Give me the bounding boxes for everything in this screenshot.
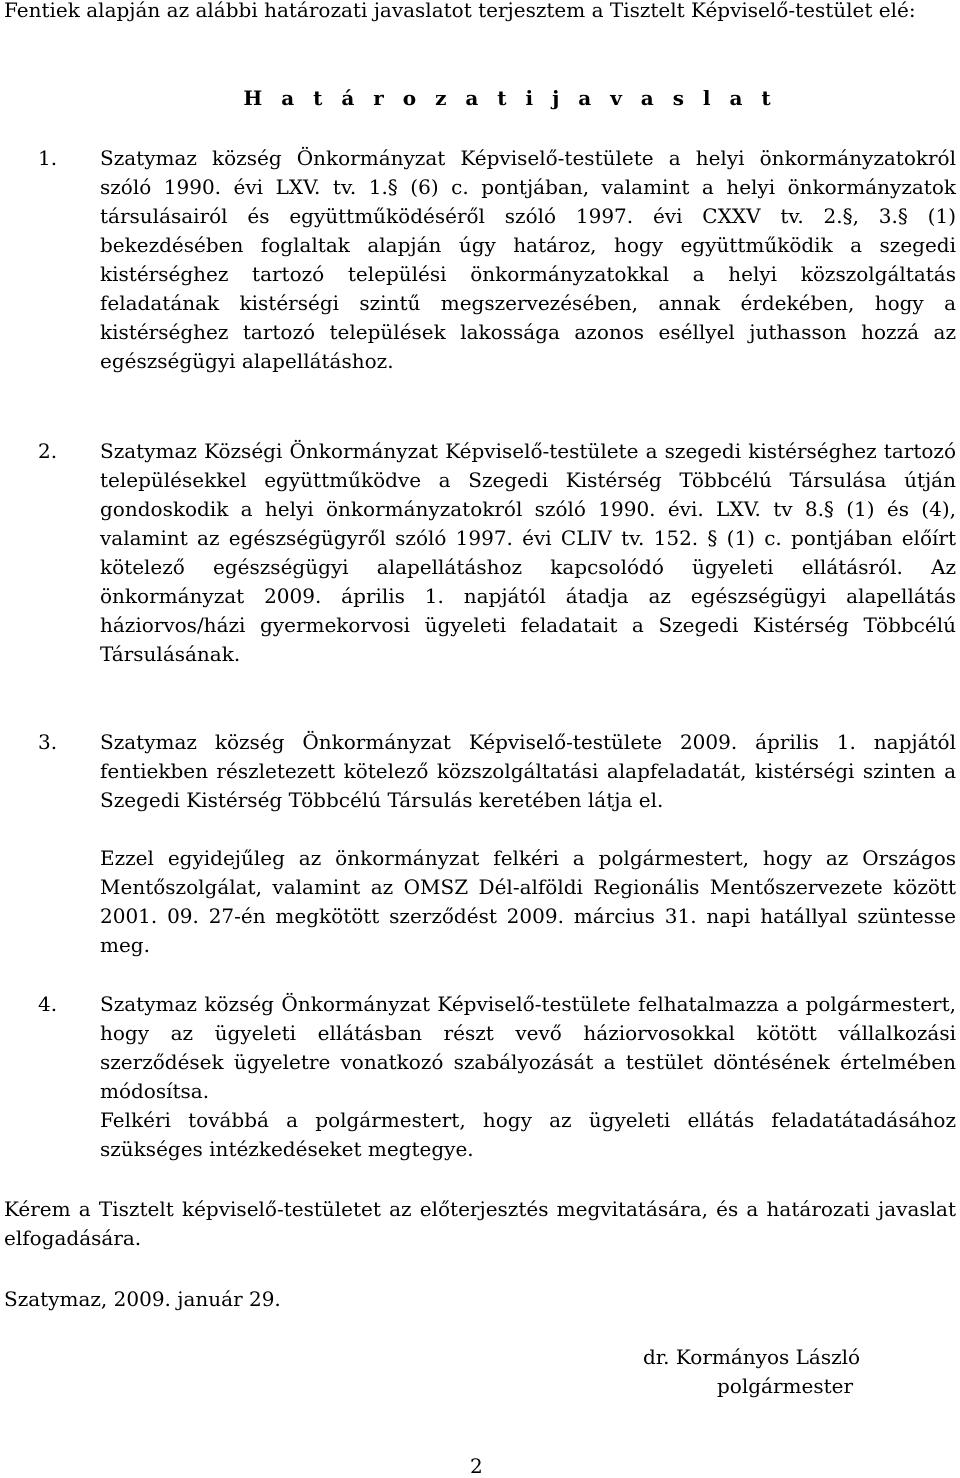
signatory-name: dr. Kormányos László (643, 1345, 861, 1369)
signatory-title: polgármester (717, 1374, 854, 1398)
item-number: 3. (38, 730, 58, 754)
item-subparagraph: Felkéri továbbá a polgármestert, hogy az ügyeleti ellátás feladatátadásához szükséges intézkedéseket megtegye. (100, 1108, 956, 1161)
item-text: Szatymaz község Önkormányzat Képviselő-testülete a helyi önkormányzatokról szóló 1990. évi LXV. tv. 1.§ (6) c. pontjában, valamint a helyi önkormányzatok társulásairól és együttműködéséről szóló 1997. évi CXXV tv. 2.§, 3.§ (1) bekezdésében foglaltak alapján úgy határoz, hogy együttműködik a szegedi kistérséghez tartozó települési önkormányzatokkal a helyi közszolgáltatás feladatának kistérségi szintű megszervezésében, annak érdekében, hogy a kistérséghez tartozó települések lakossága azonos eséllyel juthasson hozzá az egészségügyi alapellátáshoz. (100, 146, 956, 373)
item-subparagraph: Ezzel egyidejűleg az önkormányzat felkéri a polgármestert, hogy az Országos Mentőszolgálat, valamint az OMSZ Dél-alföldi Regionális Mentőszervezete között 2001. 09. 27-én megkötött szerződést 2009. március 31. napi hatállyal szüntesse meg. (100, 846, 956, 957)
item-text: Szatymaz község Önkormányzat Képviselő-testülete 2009. április 1. napjától fentiekben részletezett kötelező közszolgáltatási alapfeladatát, kistérségi szinten a Szegedi Kistérség Többcélú Társulás keretében látja el. (100, 730, 956, 812)
resolution-heading: H a t á r o z a t i j a v a s l a t (243, 86, 777, 110)
item-text: Szatymaz község Önkormányzat Képviselő-testülete felhatalmazza a polgármestert, hogy az ügyeleti ellátásban részt vevő háziorvosokkal kötött vállalkozási szerződések ügyeletre vonatkozó szabályozását a testület döntésének értelmében módosítsa. (100, 992, 956, 1103)
page-number: 2 (470, 1454, 483, 1478)
item-number: 4. (38, 992, 58, 1016)
closing-paragraph: Kérem a Tisztelt képviselő-testületet az előterjesztés megvitatására, és a határozati javaslat elfogadására. (4, 1197, 956, 1250)
item-number: 2. (38, 439, 58, 463)
intro-paragraph: Fentiek alapján az alábbi határozati javaslatot terjesztem a Tisztelt Képviselő-testület elé: (4, 0, 916, 22)
place-date: Szatymaz, 2009. január 29. (4, 1287, 281, 1311)
item-number: 1. (38, 146, 58, 170)
item-text: Szatymaz Községi Önkormányzat Képviselő-testülete a szegedi kistérséghez tartozó településekkel együttműködve a Szegedi Kistérség Többcélú Társulása útján gondoskodik a helyi önkormányzatokról szóló 1990. évi. LXV. tv 8.§ (1) és (4), valamint az egészségügyről szóló 1997. évi CLIV tv. 152. § (1) c. pontjában előírt kötelező egészségügyi alapellátáshoz kapcsolódó ügyeleti ellátásról. Az önkormányzat 2009. április 1. napjától átadja az egészségügyi alapellátás háziorvos/házi gyermekorvosi ügyeleti feladatait a Szegedi Kistérség Többcélú Társulásának. (100, 439, 956, 666)
